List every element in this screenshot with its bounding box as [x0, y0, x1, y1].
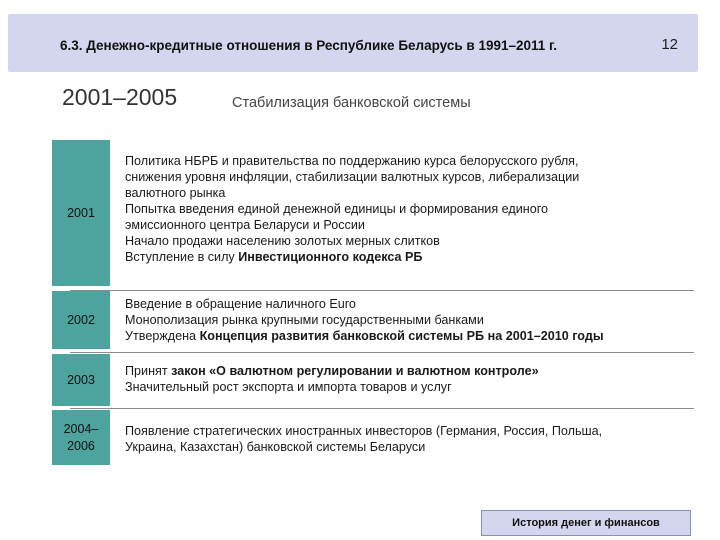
description-line: валютного рынка	[125, 186, 226, 200]
description-line: эмиссионного центра Беларуси и России	[125, 218, 365, 232]
description-line: Принят закон «О валютном регулировании и валютном контроле»	[125, 364, 539, 378]
timeline-row-2001	[52, 140, 692, 286]
description-line: Вступление в силу Инвестиционного кодекса РБ	[125, 250, 423, 264]
year-box: 2004– 2006	[52, 410, 110, 465]
row-divider	[70, 352, 694, 353]
description-line: Введение в обращение наличного Euro	[125, 297, 356, 311]
description-line: Появление стратегических иностранных инвесторов (Германия, Россия, Польша,	[125, 424, 603, 438]
description-line: Утверждена Концепция развития банковской системы РБ на 2001–2010 годы	[125, 329, 604, 343]
description-line: Попытка введения единой денежной единицы и формирования единого	[125, 202, 549, 216]
page-number: 12	[661, 36, 678, 53]
timeline-row-2003	[52, 354, 692, 406]
period-label: 2001–2005	[62, 84, 178, 110]
row-divider	[70, 408, 694, 409]
description-line: снижения уровня инфляции, стабилизации валютных курсов, либерализации	[125, 170, 580, 184]
timeline-row-2004-2006	[52, 410, 692, 465]
year-box: 2001	[52, 140, 110, 286]
description-line: Монополизация рынка крупными государственными банками	[125, 313, 484, 327]
section-subtitle: Стабилизация банковской системы	[232, 95, 471, 111]
description-line: Начало продажи населению золотых мерных слитков	[125, 234, 440, 248]
row-description	[125, 296, 692, 344]
row-description	[125, 363, 692, 395]
description-line: Украина, Казахстан) банковской системы Беларуси	[125, 440, 426, 454]
year-box: 2003	[52, 354, 110, 406]
timeline-row-2002	[52, 291, 692, 349]
slide-title: 6.3. Денежно-кредитные отношения в Республике Беларусь в 1991–2011 г.	[60, 38, 558, 53]
description-line: Политика НБРБ и правительства по поддержанию курса белорусского рубля,	[125, 154, 579, 168]
row-description	[125, 153, 692, 265]
slide-header	[8, 14, 698, 72]
footer-course-title: История денег и финансов	[481, 510, 691, 536]
row-description	[125, 423, 692, 455]
description-line: Значительный рост экспорта и импорта товаров и услуг	[125, 380, 452, 394]
year-box: 2002	[52, 291, 110, 349]
